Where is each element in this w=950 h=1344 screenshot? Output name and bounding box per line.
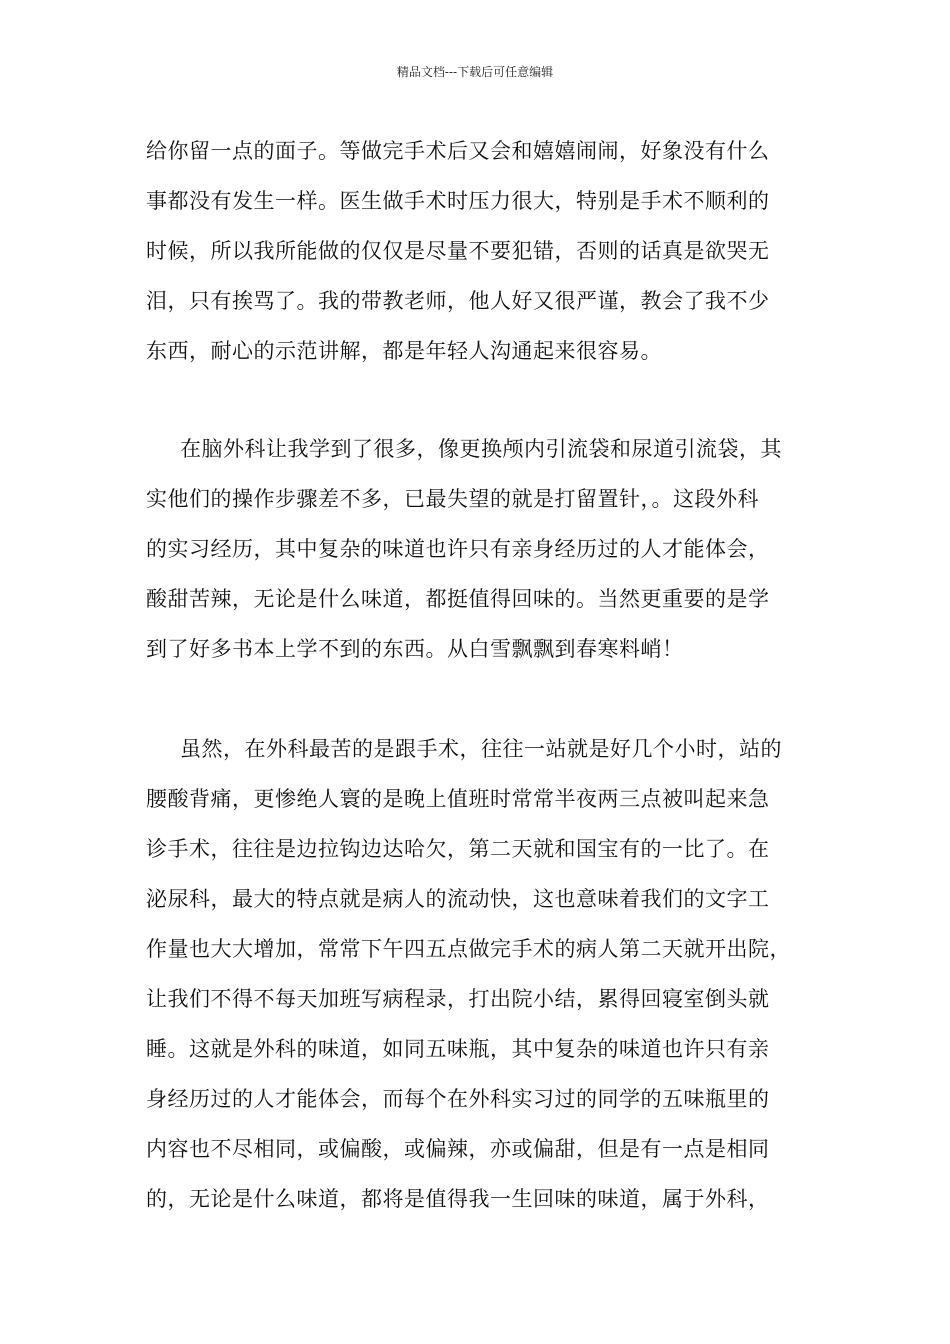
text-line: 的实习经历，其中复杂的味道也许只有亲身经历过的人才能体会， — [146, 537, 770, 561]
text-line: 泌尿科，最大的特点就是病人的流动快，这也意味着我们的文字工 — [146, 887, 770, 911]
text-line: 给你留一点的面子。等做完手术后又会和嬉嬉闹闹，好象没有什么 — [146, 139, 770, 163]
text-line: 时候，所以我所能做的仅仅是尽量不要犯错，否则的话真是欲哭无 — [146, 239, 770, 263]
text-line: 腰酸背痛，更惨绝人寰的是晚上值班时常常半夜两三点被叫起来急 — [146, 787, 770, 811]
text-line: 的，无论是什么味道，都将是值得我一生回味的味道，属于外科， — [146, 1187, 770, 1211]
text-line: 诊手术，往往是边拉钩边达哈欠，第二天就和国宝有的一比了。在 — [146, 837, 770, 861]
text-line: 让我们不得不每天加班写病程录，打出院小结，累得回寝室倒头就 — [146, 987, 770, 1011]
text-line: 睡。这就是外科的味道，如同五味瓶，其中复杂的味道也许只有亲 — [146, 1037, 770, 1061]
text-line: 到了好多书本上学不到的东西。从白雪飘飘到春寒料峭！ — [146, 637, 684, 661]
text-line: 酸甜苦辣，无论是什么味道，都挺值得回味的。当然更重要的是学 — [146, 587, 770, 611]
text-line: 实他们的操作步骤差不多，已最失望的就是打留置针，。这段外科 — [146, 487, 759, 511]
text-line: 事都没有发生一样。医生做手术时压力很大，特别是手术不顺利的 — [146, 189, 770, 213]
text-line: 身经历过的人才能体会，而每个在外科实习过的同学的五味瓶里的 — [146, 1087, 770, 1111]
text-line: 在脑外科让我学到了很多，像更换颅内引流袋和尿道引流袋，其 — [180, 437, 782, 461]
text-line: 东西，耐心的示范讲解，都是年轻人沟通起来很容易。 — [146, 339, 662, 363]
text-line: 作量也大大增加，常常下午四五点做完手术的病人第二天就开出院， — [146, 937, 791, 961]
text-line: 泪，只有挨骂了。我的带教老师，他人好又很严谨，教会了我不少 — [146, 289, 770, 313]
text-line: 虽然，在外科最苦的是跟手术，往往一站就是好几个小时，站的 — [180, 737, 782, 761]
text-line: 内容也不尽相同，或偏酸，或偏辣，亦或偏甜，但是有一点是相同 — [146, 1137, 770, 1161]
page-header: 精品文档---下载后可任意编辑 — [396, 65, 554, 79]
